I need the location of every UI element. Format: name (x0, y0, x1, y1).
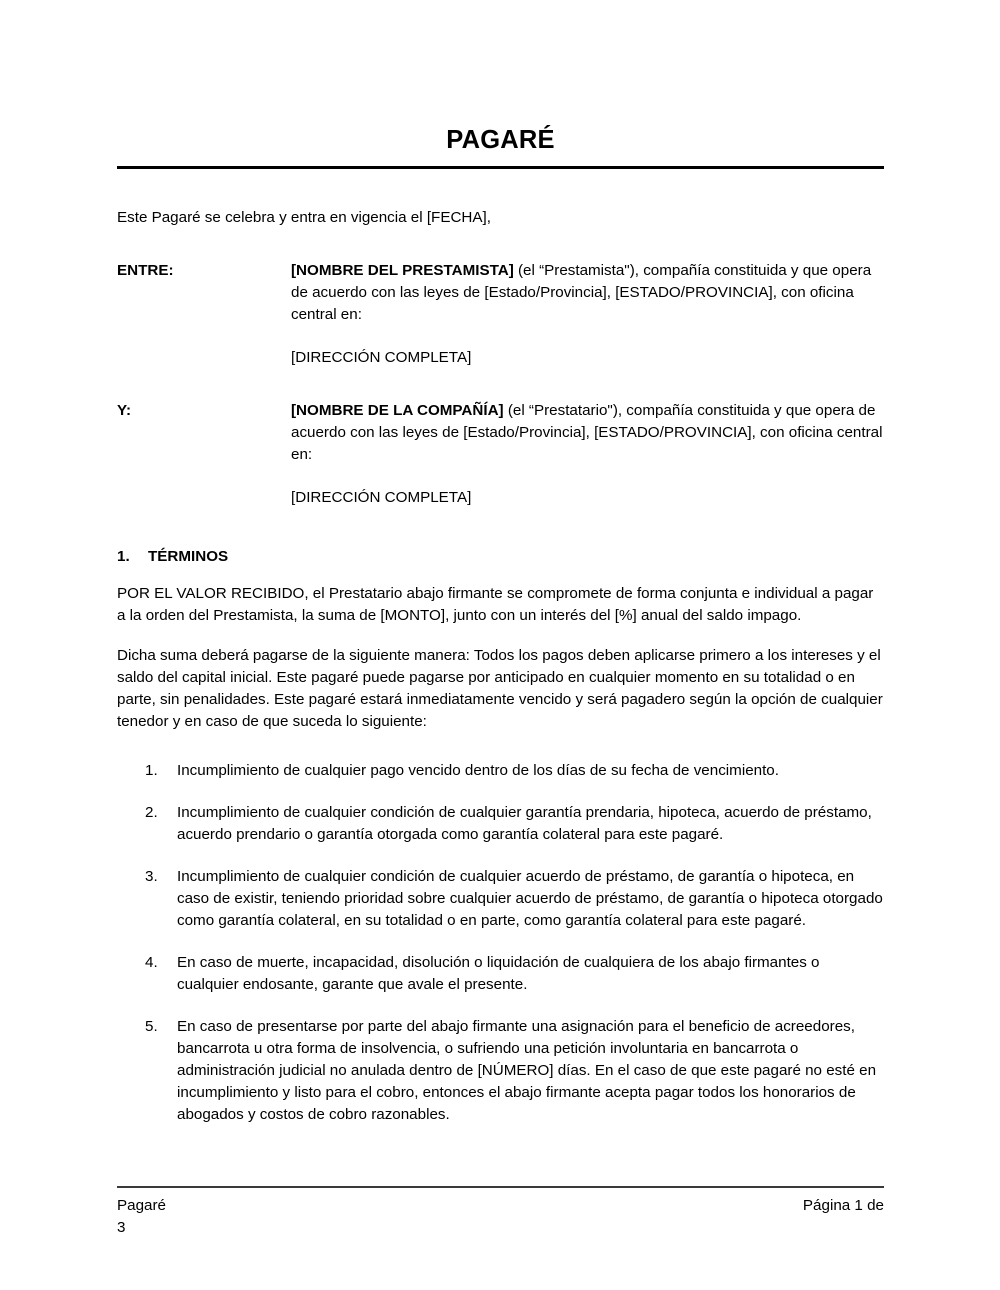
intro-paragraph: Este Pagaré se celebra y entra en vigencia el [FECHA], (117, 209, 491, 227)
list-item-text: En caso de presentarse por parte del abajo firmante una asignación para el beneficio de acreedores, bancarrota u otra forma de insolvencia, o sufriendo una petición involuntaria en bancarrota o administración judicial no anulada dentro de [NÚMERO] días. En el caso de que este pagaré no esté en incumplimiento y listo para el cobro, entonces el abajo firmante acepta pagar todos los honorarios de abogados y costos de cobro razonables. (177, 1017, 877, 1123)
list-item-number: 1. (145, 761, 158, 779)
section-paragraph-1: POR EL VALOR RECIBIDO, el Prestatario abajo firmante se compromete de forma conjunta e individual a pagar a la orden del Prestamista, la suma de [MONTO], junto con un interés del [%] anual del saldo impago. (117, 585, 874, 625)
list-item-number: 5. (145, 1017, 158, 1035)
default-events-list (117, 760, 884, 1126)
list-item (117, 866, 884, 932)
party-body-lender (291, 260, 884, 369)
list-item-text: Incumplimiento de cualquier condición de cualquier garantía prendaria, hipoteca, acuerdo de préstamo, acuerdo prendario o garantía otorgada como garantía colateral para este pagaré. (177, 803, 872, 843)
list-item (117, 760, 884, 782)
party-label-lender: ENTRE: (117, 262, 174, 280)
party-block-borrower (117, 400, 884, 509)
section-paragraph-2: Dicha suma deberá pagarse de la siguiente manera: Todos los pagos deben aplicarse primero a los intereses y el saldo del capital inicial. Este pagaré puede pagarse por anticipado en cualquier momento en su totalidad o en parte, sin penalidades. Este pagaré estará inmediatamente vencido y será pagadero según la opción de cualquier tenedor y en caso de que suceda lo siguiente: (117, 647, 883, 731)
party-block-lender (117, 260, 884, 369)
lender-description: (el “Prestamista"), compañía constituida y que opera de acuerdo con las leyes de [Estado/Provincia], [ESTADO/PROVINCIA], con oficina central en: (291, 262, 872, 324)
list-item-number: 3. (145, 867, 158, 885)
borrower-name: [NOMBRE DE LA COMPAÑÍA] (291, 402, 504, 420)
borrower-description: (el “Prestatario"), compañía constituida y que opera de acuerdo con las leyes de [Estado/Provincia], [ESTADO/PROVINCIA], con oficina central en: (291, 402, 883, 464)
footer-page-number: Página 1 de (802, 1197, 884, 1214)
footer-page-total: 3 (117, 1219, 126, 1237)
list-item-number: 2. (145, 803, 158, 821)
party-body-borrower (291, 400, 884, 509)
section-number: 1. (117, 548, 130, 566)
page-footer (117, 1186, 884, 1239)
section-heading-terminos (117, 548, 884, 565)
footer-document-name: Pagaré (117, 1197, 166, 1214)
lender-name: [NOMBRE DEL PRESTAMISTA] (291, 262, 514, 280)
list-item-text: Incumplimiento de cualquier condición de cualquier acuerdo de préstamo, de garantía o hipoteca, en caso de existir, teniendo prioridad sobre cualquier acuerdo de préstamo, de garantía o hipoteca otorgado como garantía colateral, en su totalidad o en parte, como garantía colateral para este pagaré. (177, 867, 883, 929)
lender-address: [DIRECCIÓN COMPLETA] (291, 349, 472, 367)
footer-row (117, 1188, 884, 1217)
borrower-address: [DIRECCIÓN COMPLETA] (291, 489, 472, 507)
list-item (117, 802, 884, 846)
list-item (117, 952, 884, 996)
list-item-text: Incumplimiento de cualquier pago vencido dentro de los días de su fecha de vencimiento. (177, 761, 779, 779)
list-item-number: 4. (145, 953, 158, 971)
document-content (117, 0, 884, 1126)
page-title: PAGARÉ (446, 126, 555, 154)
list-item (117, 1016, 884, 1126)
list-item-text: En caso de muerte, incapacidad, disolución o liquidación de cualquiera de los abajo firmantes o cualquier endosante, garante que avale el presente. (177, 953, 820, 993)
party-label-borrower: Y: (117, 402, 132, 420)
section-title: TÉRMINOS (148, 548, 229, 566)
